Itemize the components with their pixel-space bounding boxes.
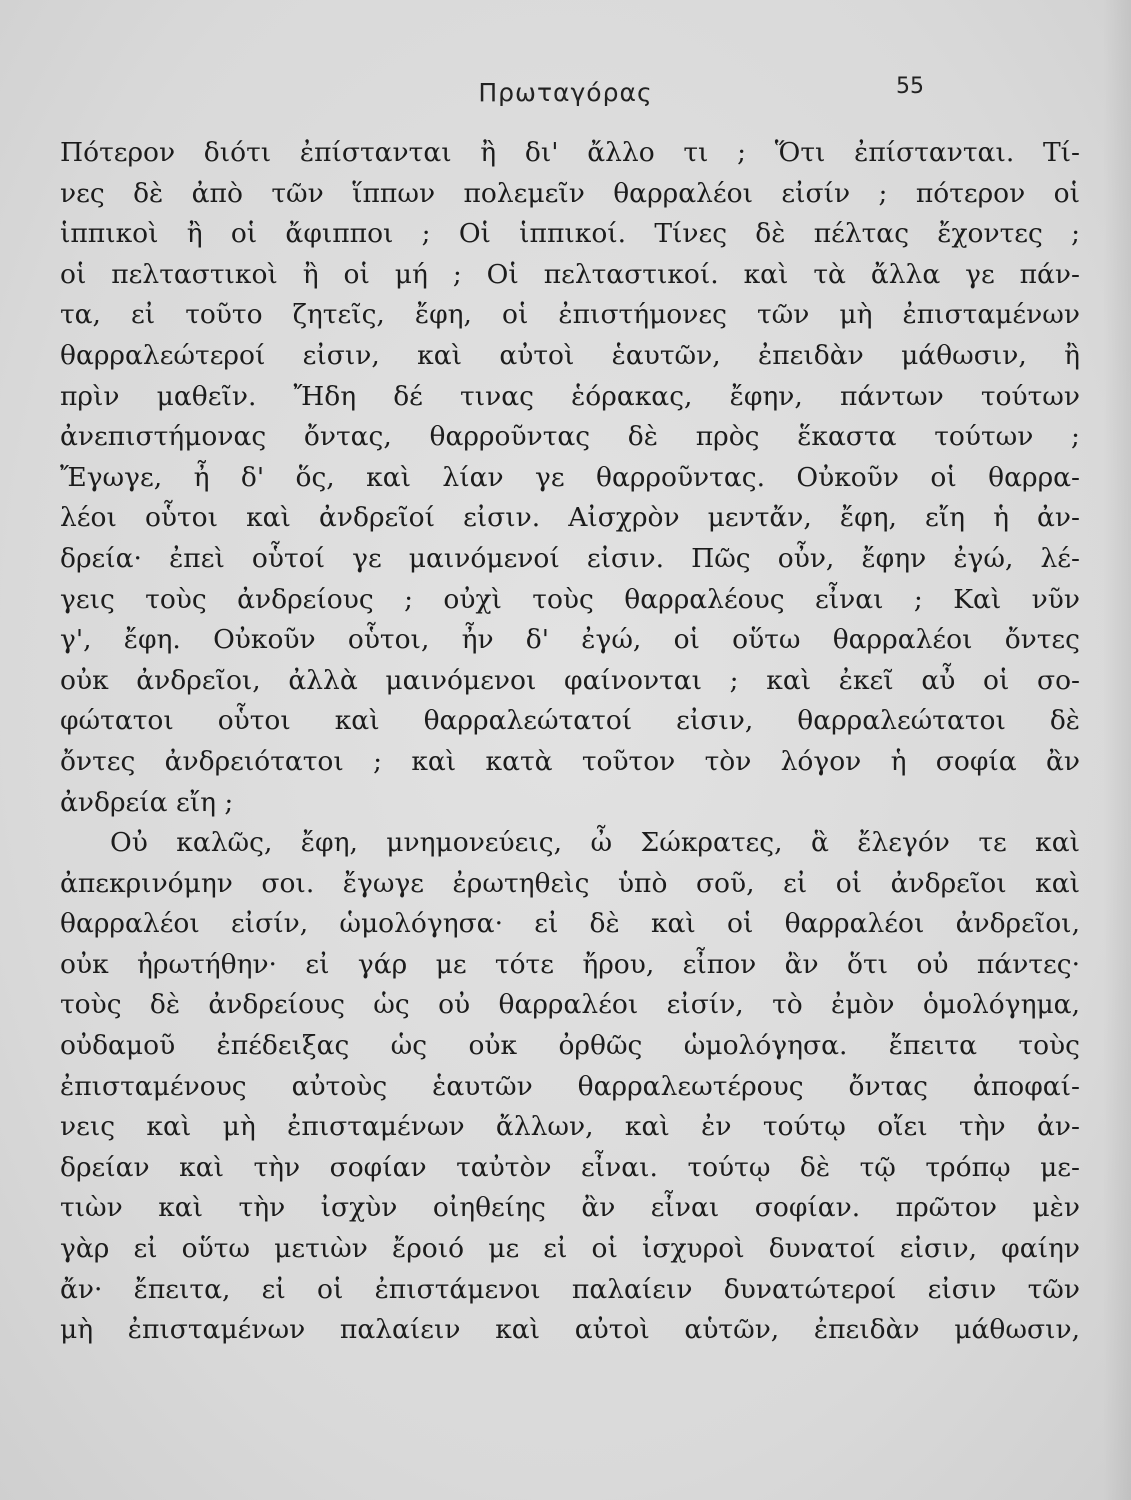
text-line: γεις τοὺς ἀνδρείους ; οὐχὶ τοὺς θαρραλέους εἶναι ; Καὶ νῦν xyxy=(60,583,1080,615)
paragraph-start-line: Οὐ καλῶς, ἔφη, μνημονεύεις, ὦ Σώκρατες, ἃ ἔλεγόν τε καὶ xyxy=(110,827,1080,859)
page-edge-shadow xyxy=(1103,0,1131,1500)
text-line: Πότερον διότι ἐπίστανται ἢ δι' ἄλλο τι ; Ὅτι ἐπίστανται. Τί- xyxy=(60,137,1080,168)
text-line: θαρραλεώτεροί εἰσιν, καὶ αὐτοὶ ἑαυτῶν, ἐπειδὰν μάθωσιν, ἢ xyxy=(60,339,1080,371)
text-line: ἱππικοὶ ἢ οἱ ἄφιπποι ; Οἱ ἱππικοί. Τίνες δὲ πέλτας ἔχοντες ; xyxy=(60,218,1080,250)
text-line: ἀπεκρινόμην σοι. ἔγωγε ἐρωτηθεὶς ὑπὸ σοῦ, εἰ οἱ ἀνδρεῖοι καὶ xyxy=(60,867,1080,899)
text-line: ἐπισταμένους αὐτοὺς ἑαυτῶν θαρραλεωτέρους ὄντας ἀποφαί- xyxy=(60,1070,1080,1102)
text-line: νες δὲ ἀπὸ τῶν ἵππων πολεμεῖν θαρραλέοι εἰσίν ; πότερον οἱ xyxy=(60,177,1080,209)
body-text xyxy=(60,133,1080,1351)
text-line: φώτατοι οὗτοι καὶ θαρραλεώτατοί εἰσιν, θαρραλεώτατοι δὲ xyxy=(60,705,1080,737)
text-line: πρὶν μαθεῖν. Ἤδη δέ τινας ἑόρακας, ἔφην, πάντων τούτων xyxy=(60,380,1080,412)
text-line: θαρραλέοι εἰσίν, ὡμολόγησα· εἰ δὲ καὶ οἱ θαρραλέοι ἀνδρεῖοι, xyxy=(60,908,1080,940)
running-title: Πρωταγόρας xyxy=(478,78,653,107)
text-line: ἀνεπιστήμονας ὄντας, θαρροῦντας δὲ πρὸς ἕκαστα τούτων ; xyxy=(60,421,1080,453)
text-line: ὄντες ἀνδρειότατοι ; καὶ κατὰ τοῦτον τὸν λόγον ἡ σοφία ἂν xyxy=(60,745,1080,777)
text-line: τα, εἰ τοῦτο ζητεῖς, ἔφη, οἱ ἐπιστήμονες τῶν μὴ ἐπισταμένων xyxy=(60,299,1080,331)
text-line: γ', ἔφη. Οὐκοῦν οὗτοι, ἦν δ' ἐγώ, οἱ οὕτω θαρραλέοι ὄντες xyxy=(60,624,1080,656)
text-line: δρείαν καὶ τὴν σοφίαν ταὐτὸν εἶναι. τούτῳ δὲ τῷ τρόπῳ με- xyxy=(60,1151,1080,1183)
page-number: 55 xyxy=(896,74,924,99)
text-line: λέοι οὗτοι καὶ ἀνδρεῖοί εἰσιν. Αἰσχρὸν μεντἄν, ἔφη, εἴη ἡ ἀν- xyxy=(60,502,1080,534)
paragraph-end-line: ἀνδρεία εἴη ; xyxy=(60,786,234,818)
text-line: μὴ ἐπισταμένων παλαίειν καὶ αὐτοὶ αὑτῶν, ἐπειδὰν μάθωσιν, xyxy=(60,1314,1080,1346)
text-line: Ἔγωγε, ἦ δ' ὅς, καὶ λίαν γε θαρροῦντας. Οὐκοῦν οἱ θαρρα- xyxy=(60,461,1080,493)
text-line: οἱ πελταστικοὶ ἢ οἱ μή ; Οἱ πελταστικοί. καὶ τὰ ἄλλα γε πάν- xyxy=(60,258,1080,290)
text-line: γὰρ εἰ οὕτω μετιὼν ἔροιό με εἰ οἱ ἰσχυροὶ δυνατοί εἰσιν, φαίην xyxy=(60,1233,1080,1265)
text-line: οὐδαμοῦ ἐπέδειξας ὡς οὐκ ὀρθῶς ὡμολόγησα. ἔπειτα τοὺς xyxy=(60,1030,1080,1062)
text-line: οὐκ ἠρωτήθην· εἰ γάρ με τότε ἤρου, εἶπον ἂν ὅτι οὐ πάντες· xyxy=(60,948,1080,980)
text-line: οὐκ ἀνδρεῖοι, ἀλλὰ μαινόμενοι φαίνονται ; καὶ ἐκεῖ αὖ οἱ σο- xyxy=(60,664,1080,696)
text-line: δρεία· ἐπεὶ οὗτοί γε μαινόμενοί εἰσιν. Πῶς οὖν, ἔφην ἐγώ, λέ- xyxy=(60,542,1080,574)
text-line: ἄν· ἔπειτα, εἰ οἱ ἐπιστάμενοι παλαίειν δυνατώτεροί εἰσιν τῶν xyxy=(60,1273,1080,1305)
text-line: τιὼν καὶ τὴν ἰσχὺν οἰηθείης ἂν εἶναι σοφίαν. πρῶτον μὲν xyxy=(60,1192,1080,1224)
text-line: νεις καὶ μὴ ἐπισταμένων ἄλλων, καὶ ἐν τούτῳ οἴει τὴν ἀν- xyxy=(60,1111,1080,1143)
text-line: τοὺς δὲ ἀνδρείους ὡς οὐ θαρραλέοι εἰσίν, τὸ ἐμὸν ὁμολόγημα, xyxy=(60,989,1080,1021)
